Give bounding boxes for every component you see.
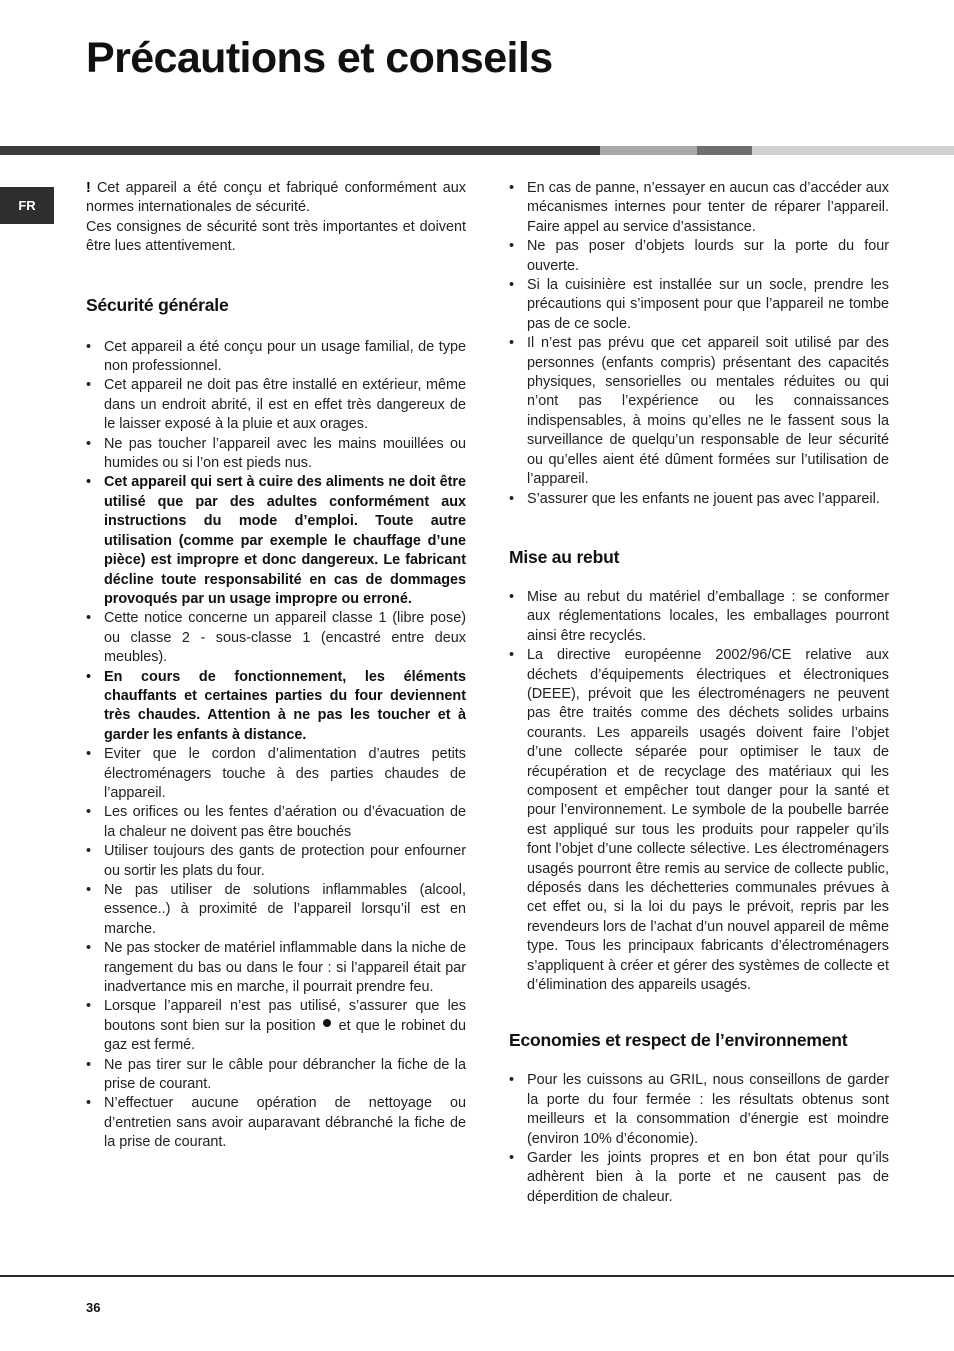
- footer-rule: [0, 1275, 954, 1277]
- list-item: • Ne pas tirer sur le câble pour débrancher la fiche de la prise de courant.: [86, 1056, 466, 1095]
- heading-mise-au-rebut: Mise au rebut: [509, 546, 620, 567]
- list-item: • Pour les cuissons au GRIL, nous conseillons de garder la porte du four fermée : les résultats obtenus sont meilleurs et la consommation d’énergie est moindre (environ 10% d’économie).: [509, 1071, 889, 1149]
- intro-line-2: Ces consignes de sécurité sont très importantes et doivent être lues attentivement.: [86, 218, 466, 255]
- warning-mark: !: [86, 180, 91, 196]
- list-item: • Ne pas toucher l’appareil avec les mains mouillées ou humides ou si l’on est pieds nus.: [86, 435, 466, 474]
- page-number: 36: [86, 1300, 101, 1315]
- list-item: • Mise au rebut du matériel d’emballage : se conformer aux réglementations locales, les emballages pourront ainsi être recyclés.: [509, 588, 889, 646]
- left-column: [86, 179, 466, 1153]
- header-rule-mid-grey: [697, 146, 752, 155]
- intro-text-1: Cet appareil a été conçu et fabriqué conformément aux normes internationales de sécurité.: [86, 180, 466, 216]
- right-top-list: [509, 179, 889, 509]
- rebut-list: [509, 588, 889, 996]
- right-column: [509, 179, 889, 1207]
- header-rule-light-grey: [600, 146, 697, 155]
- list-item: • Ne pas stocker de matériel inflammable dans la niche de rangement du bas ou dans le four : si l’appareil était par inadvertance mis en marche, il pourrait prendre feu.: [86, 939, 466, 997]
- list-item: [86, 997, 466, 1055]
- list-item: • En cas de panne, n’essayer en aucun cas d’accéder aux mécanismes internes pour tenter de réparer l’appareil. Faire appel au service d’assistance.: [509, 179, 889, 237]
- list-item: • Les orifices ou les fentes d’aération ou d’évacuation de la chaleur ne doivent pas être bouchés: [86, 803, 466, 842]
- heading-economies: Economies et respect de l’environnement: [509, 1030, 848, 1051]
- off-position-text-b: et que le robinet du gaz est fermé.: [104, 1017, 467, 1054]
- securite-list: [86, 338, 466, 1153]
- list-item: • S’assurer que les enfants ne jouent pas avec l’appareil.: [509, 490, 889, 509]
- language-badge: FR: [0, 187, 54, 224]
- header-rule-pale-grey: [752, 146, 954, 155]
- intro-line-1: [86, 179, 466, 218]
- list-item: • La directive européenne 2002/96/CE relative aux déchets d’équipements électriques et électroniques (DEEE), prévoit que les électroménagers ne peuvent pas être traités comme des déchets solides urbains courants. Les appareils usagés doivent faire l’objet d’une collecte séparée pour optimiser le taux de récupération et de recyclage des matériaux qui les composent et empêcher tout danger pour la santé et pour l’environnement. Le symbole de la poubelle barrée est appliqué sur tous les produits pour rappeler qu’ils font l’objet d’une collecte sélective. Les électroménagers usagés pourront être remis au service de collecte public, déposés dans les déchetteries communales prévues à cet effet ou, si la loi du pays le prévoit, repris par les revendeurs lors de l’achat d’un nouvel appareil de même type. Tous les principaux fabricants d’électroménagers s’appliquent à créer et gérer des systèmes de collecte et d’élimination des appareils usagés.: [509, 646, 889, 995]
- list-item: • Eviter que le cordon d’alimentation d’autres petits électroménagers touche à des parties chaudes de l’appareil.: [86, 745, 466, 803]
- list-item: • Il n’est pas prévu que cet appareil soit utilisé par des personnes (enfants compris) présentant des capacités physiques, sensorielles ou mentales réduites ou qui n’ont pas l’expérience ou les connaissances indispensables, à moins qu’elles ne le fassent sous la surveillance de quelqu’un responsable de leur sécurité ou qu’elles aient été dûment formées sur l’utilisation de l’appareil.: [509, 334, 889, 489]
- list-item: • Cet appareil ne doit pas être installé en extérieur, même dans un endroit abrité, il est en effet très dangereux de le laisser exposé à la pluie et aux orages.: [86, 376, 466, 434]
- heading-securite-generale: Sécurité générale: [86, 294, 229, 315]
- economies-list: [509, 1071, 889, 1207]
- list-item: • N’effectuer aucune opération de nettoyage ou d’entretien sans avoir auparavant débranché la fiche de la prise de courant.: [86, 1094, 466, 1152]
- page-title: Précautions et conseils: [86, 34, 553, 82]
- list-item-warning: • En cours de fonctionnement, les éléments chauffants et certaines parties du four deviennent très chaudes. Attention à ne pas les toucher et à garder les enfants à distance.: [86, 668, 466, 746]
- header-rule-dark: [0, 146, 600, 155]
- list-item: • Garder les joints propres et en bon état pour qu’ils adhèrent bien à la porte et ne causent pas de déperdition de chaleur.: [509, 1149, 889, 1207]
- list-item: • Ne pas poser d’objets lourds sur la porte du four ouverte.: [509, 237, 889, 276]
- list-item: • Si la cuisinière est installée sur un socle, prendre les précautions qui s’imposent pour que l’appareil ne tombe pas de ce socle.: [509, 276, 889, 334]
- off-position-dot-icon: [323, 1019, 331, 1027]
- list-item: • Cet appareil a été conçu pour un usage familial, de type non professionnel.: [86, 338, 466, 377]
- list-item: • Cette notice concerne un appareil classe 1 (libre pose) ou classe 2 - sous-classe 1 (encastré entre deux meubles).: [86, 609, 466, 667]
- list-item-warning: • Cet appareil qui sert à cuire des aliments ne doit être utilisé que par des adultes conformément aux instructions du mode d’emploi. Toute autre utilisation (comme par exemple le chauffage d’une pièce) est impropre et donc dangereux. Le fabricant décline toute responsabilité en cas de dommages provoqués par un usage impropre ou erroné.: [86, 473, 466, 609]
- intro-note: [86, 179, 466, 257]
- off-position-text-a: Lorsque l’appareil n’est pas utilisé, s’assurer que les boutons sont bien sur la position: [104, 998, 466, 1034]
- list-item: • Ne pas utiliser de solutions inflammables (alcool, essence..) à proximité de l’appareil lorsqu’il est en marche.: [86, 881, 466, 939]
- list-item: • Utiliser toujours des gants de protection pour enfourner ou sortir les plats du four.: [86, 842, 466, 881]
